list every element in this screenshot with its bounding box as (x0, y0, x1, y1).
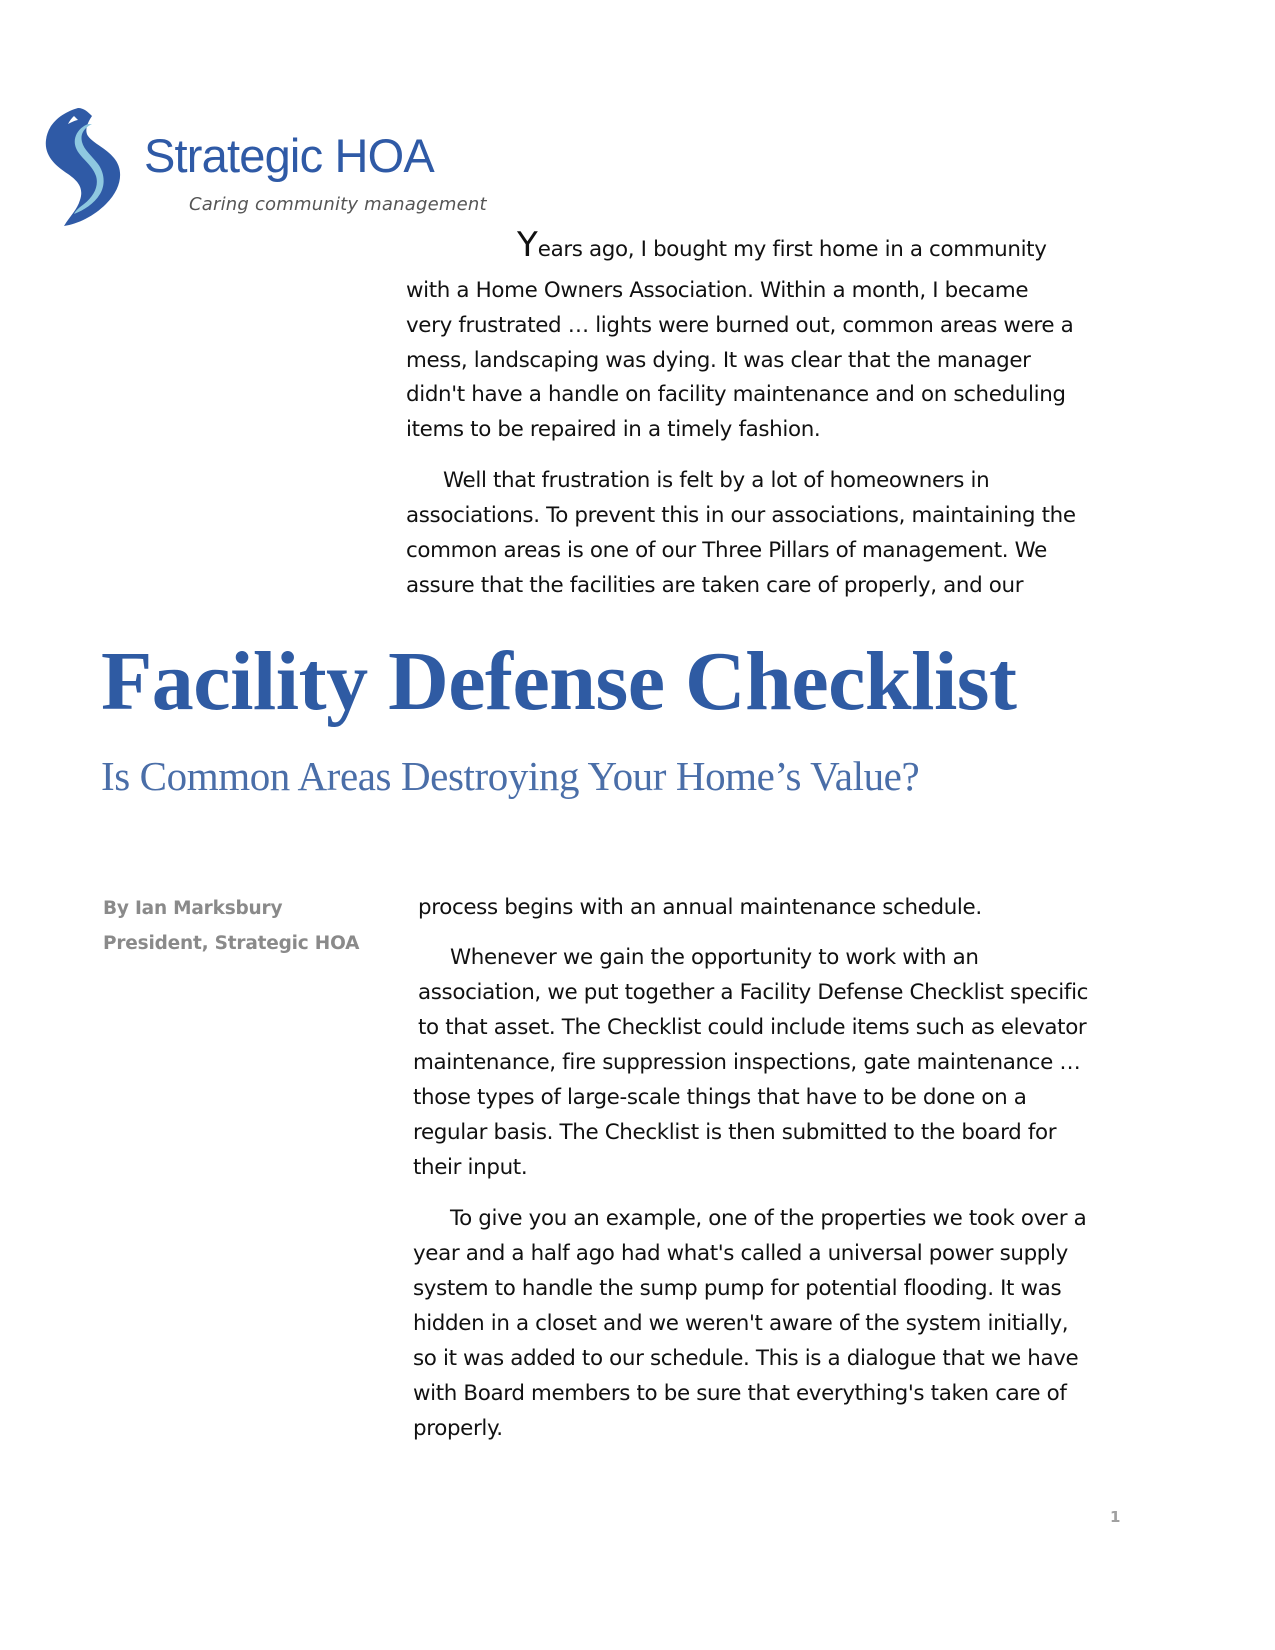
body-paragraph-3-line-2: year and a half ago had what's called a universal power supply (413, 1241, 1068, 1266)
intro-paragraph-1-line-5: didn't have a handle on facility maintenance and on scheduling (406, 382, 1066, 407)
page-title: Facility Defense Checklist (101, 635, 1017, 728)
body-paragraph-2-line-2: association, we put together a Facility Defense Checklist specific (418, 980, 1089, 1005)
body-paragraph-3-line-4: hidden in a closet and we weren't aware of the system initially, (413, 1311, 1069, 1336)
author-role: President, Strategic HOA (103, 933, 360, 954)
intro-paragraph-1-line-6: items to be repaired in a timely fashion. (406, 417, 821, 442)
intro-paragraph-2-line-3: common areas is one of our Three Pillars of management. We (406, 538, 1047, 563)
intro-paragraph-1-line-2: with a Home Owners Association. Within a month, I became (406, 278, 1029, 303)
author-name: By Ian Marksbury (103, 898, 283, 919)
page-subtitle: Is Common Areas Destroying Your Home’s Value? (101, 753, 920, 799)
drop-cap: Y (517, 225, 538, 265)
intro-paragraph-1-line-4: mess, landscaping was dying. It was clear that the manager (406, 348, 1031, 373)
stylized-s-swirl-icon (44, 104, 126, 228)
body-paragraph-2-line-5: those types of large-scale things that have to be done on a (413, 1085, 1027, 1110)
body-paragraph-2-line-6: regular basis. The Checklist is then submitted to the board for (413, 1120, 1057, 1145)
brand-name: Strategic HOA (144, 129, 434, 182)
intro-paragraph-1-line-1: Years ago, I bought my first home in a community (517, 225, 1047, 265)
intro-paragraph-2-line-4: assure that the facilities are taken care of properly, and our (406, 573, 1024, 598)
body-paragraph-2-line-7: their input. (413, 1155, 528, 1180)
body-paragraph-2-line-4: maintenance, fire suppression inspections, gate maintenance … (413, 1050, 1081, 1075)
body-paragraph-1-line-1: process begins with an annual maintenance schedule. (418, 895, 982, 920)
body-paragraph-3-line-6: with Board members to be sure that everything's taken care of (413, 1381, 1067, 1406)
body-paragraph-3-line-3: system to handle the sump pump for potential flooding. It was (413, 1276, 1062, 1301)
body-paragraph-2-line-1: Whenever we gain the opportunity to work with an (450, 945, 979, 970)
brand-tagline: Caring community management (189, 194, 487, 215)
intro-paragraph-2-line-2: associations. To prevent this in our associations, maintaining the (406, 503, 1076, 528)
body-paragraph-3-line-7: properly. (413, 1416, 503, 1441)
intro-paragraph-1-line-3: very frustrated … lights were burned out, common areas were a (406, 313, 1074, 338)
body-paragraph-2-line-3: to that asset. The Checklist could include items such as elevator (418, 1015, 1087, 1040)
page-number: 1 (1110, 1508, 1121, 1526)
body-paragraph-3-line-5: so it was added to our schedule. This is a dialogue that we have (413, 1346, 1079, 1371)
body-paragraph-3-line-1: To give you an example, one of the properties we took over a (450, 1206, 1087, 1231)
intro-paragraph-2-line-1: Well that frustration is felt by a lot of homeowners in (443, 468, 990, 493)
